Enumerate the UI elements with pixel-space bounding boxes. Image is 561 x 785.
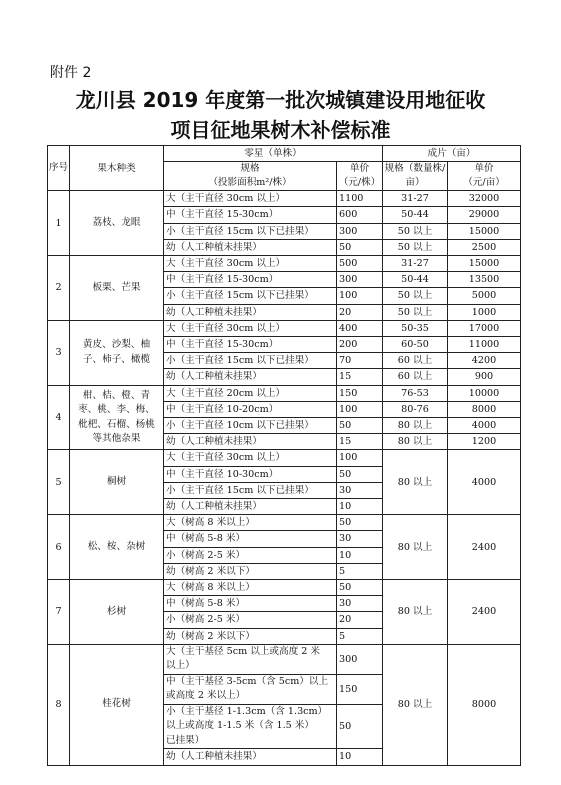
row-spec: 中（主干直径 15-30cm） <box>164 272 337 288</box>
row-spec: 大（主干直径 30cm 以上） <box>164 320 337 336</box>
table-row <box>48 515 521 531</box>
row-spec: 幼（树高 2 米以下） <box>164 628 337 644</box>
row-spec: 大（主干直径 30cm 以上） <box>164 256 337 272</box>
row-spec: 中（主干直径 15-30cm） <box>164 337 337 353</box>
row-orchard-price: 4000 <box>448 450 521 515</box>
row-orchard-price: 29000 <box>448 207 521 223</box>
row-unit-price: 15 <box>337 434 383 450</box>
header-orchard: 成片（亩） <box>383 146 521 162</box>
row-spec: 大（主干直径 20cm 以上） <box>164 385 337 401</box>
row-orchard-density: 50 以上 <box>383 288 448 304</box>
row-unit-price: 10 <box>337 547 383 563</box>
row-seq: 7 <box>48 580 70 645</box>
row-orchard-price: 15000 <box>448 223 521 239</box>
row-orchard-density: 80 以上 <box>383 580 448 645</box>
row-orchard-price: 32000 <box>448 191 521 207</box>
row-unit-price: 50 <box>337 466 383 482</box>
row-spec <box>164 674 337 704</box>
row-unit-price: 150 <box>337 385 383 401</box>
header-unit-price-label: 单价 <box>349 163 370 175</box>
row-orchard-density: 50-44 <box>383 272 448 288</box>
row-orchard-price: 13500 <box>448 272 521 288</box>
row-unit-price: 600 <box>337 207 383 223</box>
table-row <box>48 191 521 207</box>
row-spec: 幼（人工种植未挂果） <box>164 749 337 765</box>
row-spec: 小（树高 2-5 米） <box>164 612 337 628</box>
row-orchard-price: 4200 <box>448 353 521 369</box>
row-spec-line: 小（主干基径 1-1.3cm（含 1.3cm） <box>166 705 328 717</box>
row-seq: 6 <box>48 515 70 580</box>
row-orchard-density: 80 以上 <box>383 644 448 765</box>
row-orchard-price: 900 <box>448 369 521 385</box>
row-orchard-price: 15000 <box>448 256 521 272</box>
row-spec: 小（树高 2-5 米） <box>164 547 337 563</box>
row-fruit-type: 荔枝、龙眼 <box>70 191 164 256</box>
row-seq: 2 <box>48 256 70 321</box>
row-spec: 幼（人工种植未挂果） <box>164 434 337 450</box>
row-orchard-density: 50 以上 <box>383 304 448 320</box>
row-spec: 幼（人工种植未挂果） <box>164 304 337 320</box>
row-orchard-price: 8000 <box>448 644 521 765</box>
row-orchard-density: 50 以上 <box>383 223 448 239</box>
row-spec-line: 大（主干基径 5cm 以上或高度 2 米 <box>166 645 321 657</box>
row-fruit-type: 板栗、芒果 <box>70 256 164 321</box>
row-unit-price: 500 <box>337 256 383 272</box>
row-spec: 幼（人工种植未挂果） <box>164 369 337 385</box>
row-unit-price: 30 <box>337 531 383 547</box>
row-spec: 小（主干直径 15cm 以下已挂果） <box>164 288 337 304</box>
header-orchard-spec: 规格（数量株/亩） <box>383 162 448 191</box>
row-unit-price: 50 <box>337 704 383 749</box>
document-title-line-2: 项目征地果树木补偿标准 <box>170 118 391 142</box>
row-orchard-density: 50-35 <box>383 320 448 336</box>
header-spec <box>164 162 337 191</box>
table-row <box>48 385 521 401</box>
row-unit-price: 150 <box>337 674 383 704</box>
header-seq: 序号 <box>48 146 70 191</box>
row-orchard-density: 31-27 <box>383 191 448 207</box>
row-unit-price: 50 <box>337 580 383 596</box>
row-spec: 小（主干直径 15cm 以下已挂果） <box>164 482 337 498</box>
row-orchard-price: 4000 <box>448 418 521 434</box>
row-spec: 幼（人工种植未挂果） <box>164 239 337 255</box>
row-spec: 大（主干直径 30cm 以上） <box>164 191 337 207</box>
row-unit-price: 20 <box>337 612 383 628</box>
compensation-table <box>47 145 521 766</box>
row-unit-price: 50 <box>337 239 383 255</box>
document-title-line-1: 龙川县 2019 年度第一批次城镇建设用地征收 <box>75 88 486 112</box>
row-unit-price: 10 <box>337 499 383 515</box>
row-spec: 中（树高 5-8 米） <box>164 596 337 612</box>
row-unit-price: 100 <box>337 288 383 304</box>
row-orchard-price: 5000 <box>448 288 521 304</box>
row-orchard-price: 2500 <box>448 239 521 255</box>
row-fruit-type: 桐树 <box>70 450 164 515</box>
row-orchard-density: 60 以上 <box>383 353 448 369</box>
row-spec: 中（主干直径 10-20cm） <box>164 401 337 417</box>
header-unit-price-unit: （元/株） <box>338 177 381 189</box>
row-unit-price: 400 <box>337 320 383 336</box>
attachment-label: 附件 2 <box>50 65 92 81</box>
row-orchard-density: 60 以上 <box>383 369 448 385</box>
row-orchard-density: 50 以上 <box>383 239 448 255</box>
row-orchard-density: 76-53 <box>383 385 448 401</box>
row-spec: 大（树高 8 米以上） <box>164 580 337 596</box>
row-unit-price: 100 <box>337 450 383 466</box>
row-spec: 中（主干直径 15-30cm） <box>164 207 337 223</box>
header-spec-note: （投影面积m²/株） <box>208 177 292 189</box>
table-row <box>48 320 521 336</box>
row-seq: 1 <box>48 191 70 256</box>
row-orchard-price: 2400 <box>448 515 521 580</box>
row-spec-line: 以上） <box>166 660 195 672</box>
header-row-1 <box>48 146 521 162</box>
row-seq: 8 <box>48 644 70 765</box>
row-unit-price: 50 <box>337 515 383 531</box>
row-spec-line: 已挂果） <box>166 734 205 746</box>
row-spec: 小（主干直径 15cm 以下已挂果） <box>164 353 337 369</box>
row-orchard-density: 80 以上 <box>383 418 448 434</box>
table-row <box>48 580 521 596</box>
row-orchard-density: 50-44 <box>383 207 448 223</box>
row-seq: 5 <box>48 450 70 515</box>
table-row <box>48 256 521 272</box>
row-spec <box>164 644 337 674</box>
row-spec: 中（主干直径 10-30cm） <box>164 466 337 482</box>
row-unit-price: 30 <box>337 596 383 612</box>
row-spec: 小（主干直径 10cm 以下已挂果） <box>164 418 337 434</box>
row-fruit-type: 桂花树 <box>70 644 164 765</box>
row-orchard-density: 80 以上 <box>383 434 448 450</box>
header-unit-price <box>337 162 383 191</box>
row-orchard-price: 2400 <box>448 580 521 645</box>
row-unit-price: 10 <box>337 749 383 765</box>
row-orchard-density: 80 以上 <box>383 450 448 515</box>
header-fruit-type: 果木种类 <box>70 146 164 191</box>
row-spec: 幼（人工种植未挂果） <box>164 499 337 515</box>
header-spec-label: 规格 <box>240 163 260 175</box>
row-unit-price: 300 <box>337 644 383 674</box>
row-unit-price: 5 <box>337 563 383 579</box>
row-unit-price: 70 <box>337 353 383 369</box>
table-row <box>48 450 521 466</box>
row-spec-line: 中（主干基径 3-5cm（含 5cm）以上 <box>166 675 329 687</box>
row-spec: 中（树高 5-8 米） <box>164 531 337 547</box>
row-orchard-density: 31-27 <box>383 256 448 272</box>
row-orchard-price: 10000 <box>448 385 521 401</box>
row-unit-price: 100 <box>337 401 383 417</box>
row-orchard-price: 1000 <box>448 304 521 320</box>
row-orchard-price: 11000 <box>448 337 521 353</box>
row-seq: 3 <box>48 320 70 385</box>
row-unit-price: 30 <box>337 482 383 498</box>
row-spec: 幼（树高 2 米以下） <box>164 563 337 579</box>
row-unit-price: 5 <box>337 628 383 644</box>
row-unit-price: 300 <box>337 223 383 239</box>
row-spec-line: 或高度 2 米以上） <box>166 690 246 702</box>
row-spec: 小（主干直径 15cm 以下已挂果） <box>164 223 337 239</box>
table-row <box>48 644 521 674</box>
header-orchard-price-unit: （元/亩） <box>463 177 505 189</box>
row-unit-price: 200 <box>337 337 383 353</box>
row-fruit-type: 柑、桔、橙、青枣、桃、李、梅、枇杷、石榴、杨桃等其他杂果 <box>70 385 164 450</box>
header-scattered: 零星（单株） <box>164 146 383 162</box>
row-fruit-type: 杉树 <box>70 580 164 645</box>
row-unit-price: 1100 <box>337 191 383 207</box>
row-orchard-density: 80-76 <box>383 401 448 417</box>
header-orchard-price <box>448 162 521 191</box>
row-orchard-density: 80 以上 <box>383 515 448 580</box>
row-orchard-price: 1200 <box>448 434 521 450</box>
header-orchard-price-label: 单价 <box>474 163 494 175</box>
row-unit-price: 50 <box>337 418 383 434</box>
row-fruit-type: 松、桉、杂树 <box>70 515 164 580</box>
row-orchard-price: 17000 <box>448 320 521 336</box>
row-seq: 4 <box>48 385 70 450</box>
row-spec: 大（主干直径 30cm 以上） <box>164 450 337 466</box>
row-spec-line: 以上或高度 1-1.5 米（含 1.5 米） <box>166 720 314 732</box>
row-orchard-price: 8000 <box>448 401 521 417</box>
row-fruit-type: 黄皮、沙梨、柚子、柿子、橄榄 <box>70 320 164 385</box>
row-spec <box>164 704 337 749</box>
row-spec: 大（树高 8 米以上） <box>164 515 337 531</box>
row-unit-price: 15 <box>337 369 383 385</box>
row-unit-price: 20 <box>337 304 383 320</box>
row-unit-price: 300 <box>337 272 383 288</box>
row-orchard-density: 60-50 <box>383 337 448 353</box>
